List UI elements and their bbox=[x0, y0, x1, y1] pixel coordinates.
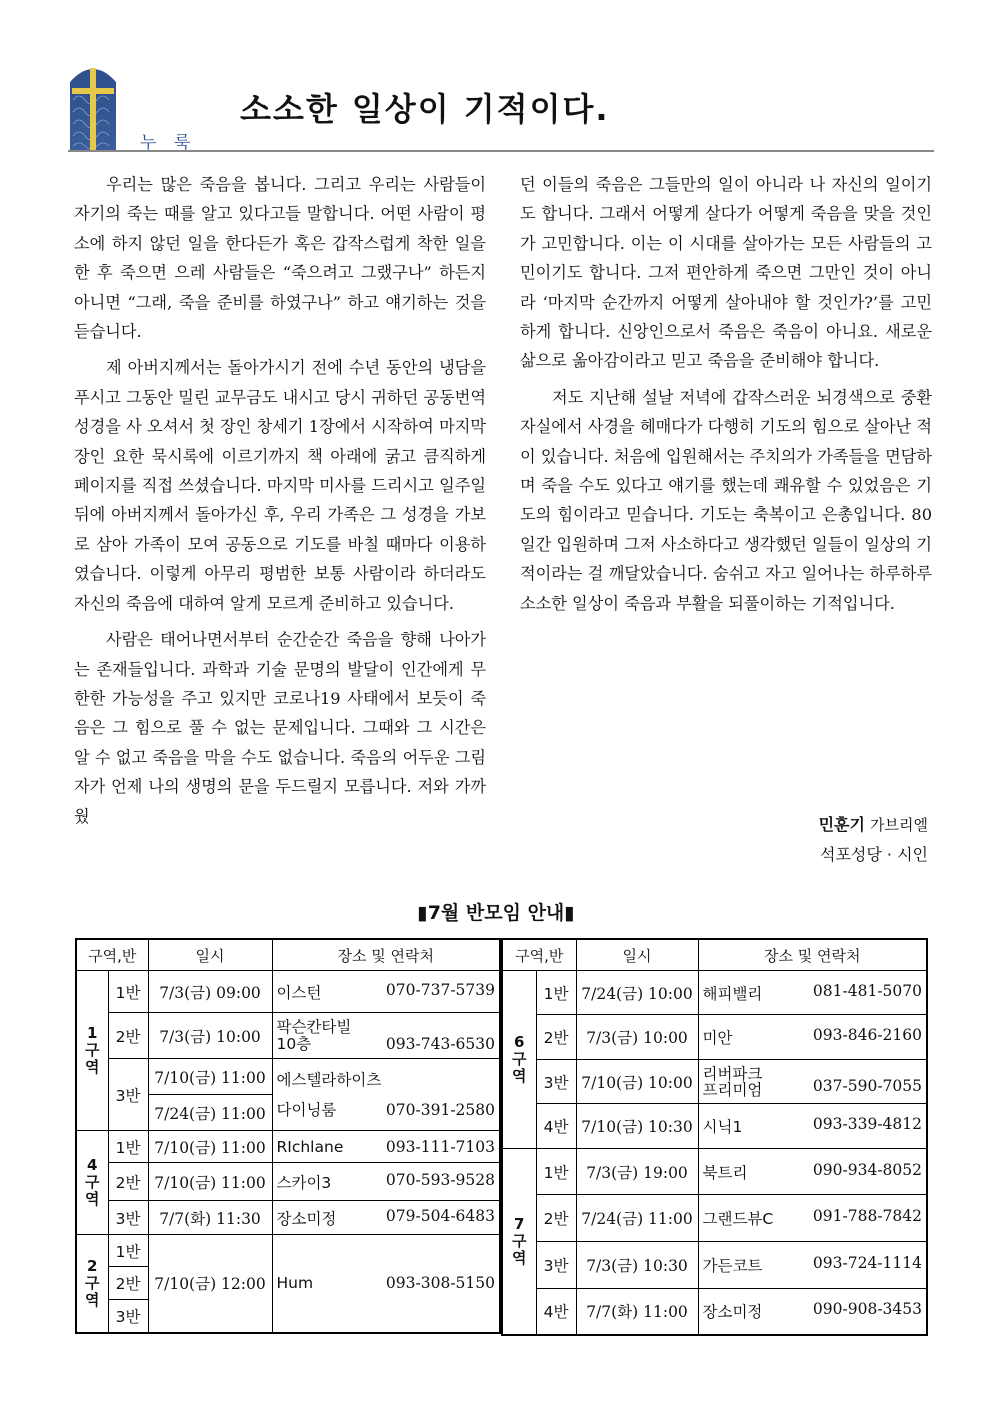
zone-label: 6 구 역 bbox=[502, 971, 536, 1149]
ban-label: 3반 bbox=[108, 1201, 148, 1235]
article-paragraph: 저도 지난해 설날 저녁에 갑작스러운 뇌경색으로 중환자실에서 사경을 헤매다가 다행히 기도의 힘으로 살아난 적이 있습니다. 처음에 입원해서는 주치의가 가족들을 면담하며 죽을 수도 있다고 얘기를 했는데 쾌유할 수 있었음은 기도의 힘이라고 믿습니다. 기도는 축복이고 은총입니다. 80일간 입원하며 그저 사소하다고 생각했던 일들이 일상의 기적이라는 걸 깨달았습니다. 숨쉬고 자고 일어나는 하루하루 소소한 일상이 죽음과 부활을 되풀이하는 기적입니다. bbox=[520, 387, 932, 613]
meeting-date: 7/10(금) 10:30 bbox=[576, 1104, 698, 1149]
author-affiliation: 석포성당 · 시인 bbox=[820, 845, 928, 864]
meeting-date: 7/24(금) 11:00 bbox=[576, 1195, 698, 1242]
phone: 070-737-5739 bbox=[385, 980, 495, 999]
meeting-place: 그랜드뷰C 091-788-7842 bbox=[698, 1195, 927, 1242]
meeting-date: 7/10(금) 10:00 bbox=[576, 1060, 698, 1104]
article-left-column bbox=[74, 170, 486, 831]
meeting-place: Hum 093-308-5150 bbox=[272, 1235, 500, 1333]
phone: 093-339-4812 bbox=[812, 1115, 922, 1133]
ban-label: 2반 bbox=[536, 1195, 576, 1242]
article-right-column bbox=[520, 170, 932, 618]
header-date: 일시 bbox=[148, 939, 272, 971]
meeting-place: 팍슨칸타빌 10층 093-743-6530 bbox=[272, 1013, 500, 1059]
meeting-place: 가든코트 093-724-1114 bbox=[698, 1242, 927, 1289]
meeting-date: 7/3(금) 19:00 bbox=[576, 1149, 698, 1195]
ban-label: 4반 bbox=[536, 1104, 576, 1149]
ban-label: 1반 bbox=[108, 1131, 148, 1163]
meeting-date: 7/24(금) 11:00 bbox=[148, 1095, 272, 1131]
meeting-place: 북트리 090-934-8052 bbox=[698, 1149, 927, 1195]
header-place: 장소 및 연락처 bbox=[698, 939, 927, 971]
ban-label: 3반 bbox=[108, 1300, 148, 1333]
phone: 070-593-9528 bbox=[385, 1170, 495, 1189]
article-paragraph: 우리는 많은 죽음을 봅니다. 그리고 우리는 사람들이 자기의 죽는 때를 알고 있다고들 말합니다. 어떤 사람이 평소에 하지 않던 일을 한다든가 혹은 갑작스럽게 착한 일을 한 후 죽으면 으레 사람들은 “죽으려고 그랬구나” 하든지 아니면 “그래, 죽을 준비를 하였구나” 하고 얘기하는 것을 듣습니다. bbox=[74, 175, 486, 342]
schedule-title: ▮7월 반모임 안내▮ bbox=[417, 902, 575, 924]
phone: 093-846-2160 bbox=[812, 1026, 922, 1044]
meeting-date: 7/3(금) 10:30 bbox=[576, 1242, 698, 1289]
ban-label: 3반 bbox=[536, 1242, 576, 1289]
zone-label: 7 구 역 bbox=[502, 1149, 536, 1335]
zone-label: 4 구 역 bbox=[76, 1131, 108, 1235]
phone: 037-590-7055 bbox=[812, 1076, 922, 1095]
ban-label: 1반 bbox=[108, 1235, 148, 1267]
meeting-date: 7/10(금) 11:00 bbox=[148, 1163, 272, 1201]
phone: 093-743-6530 bbox=[385, 1034, 495, 1053]
schedule-table-right bbox=[501, 938, 928, 1336]
phone: 093-308-5150 bbox=[385, 1274, 495, 1293]
header-zone: 구역,반 bbox=[502, 939, 576, 971]
ban-label: 1반 bbox=[536, 1149, 576, 1195]
meeting-place: 리버파크 프리미엄 037-590-7055 bbox=[698, 1060, 927, 1104]
phone: 091-788-7842 bbox=[812, 1207, 922, 1225]
meeting-place: 이스턴 070-737-5739 bbox=[272, 971, 500, 1013]
meeting-place: 시닉1 093-339-4812 bbox=[698, 1104, 927, 1149]
article-paragraph: 던 이들의 죽음은 그들만의 일이 아니라 나 자신의 일이기도 합니다. 그래서 어떻게 살다가 어떻게 죽음을 맞을 것인가 고민합니다. 이는 이 시대를 살아가는 모든 사람들의 고민이기도 합니다. 그저 편안하게 죽으면 그만인 것이 아니라 ‘마지막 순간까지 어떻게 살아내야 할 것인가?’를 고민하게 합니다. 신앙인으로서 죽음은 죽음이 아니요. 새로운 삶으로 옮아감이라고 믿고 죽음을 준비해야 합니다. bbox=[520, 175, 932, 371]
meeting-place: 스카이3 070-593-9528 bbox=[272, 1163, 500, 1201]
meeting-place: RIchlane 093-111-7103 bbox=[272, 1131, 500, 1163]
section-label: 누 룩 bbox=[140, 133, 197, 153]
header-date: 일시 bbox=[576, 939, 698, 971]
meeting-date: 7/3(금) 10:00 bbox=[576, 1015, 698, 1060]
author-name: 민훈기 bbox=[818, 815, 865, 834]
header-zone: 구역,반 bbox=[76, 939, 148, 971]
article-paragraph: 제 아버지께서는 돌아가시기 전에 수년 동안의 냉담을 푸시고 그동안 밀린 교무금도 내시고 당시 귀하던 공동번역 성경을 사 오셔서 첫 장인 창세기 1장에서 시작하여 마지막 장인 요한 묵시록에 이르기까지 책 아래에 굵고 큼직하게 페이지를 직접 쓰셨습니다. 마지막 미사를 드리시고 일주일 뒤에 아버지께서 돌아가신 후, 우리 가족은 그 성경을 가보로 삼아 가족이 모여 공동으로 기도를 바칠 때마다 이용하였습니다. 이렇게 아무리 평범한 보통 사람이라 하더라도 자신의 죽음에 대하여 알게 모르게 준비하고 있습니다. bbox=[74, 358, 486, 613]
article-paragraph: 사람은 태어나면서부터 순간순간 죽음을 향해 나아가는 존재들입니다. 과학과 기술 문명의 발달이 인간에게 무한한 가능성을 주고 있지만 코로나19 사태에서 보듯이 죽음은 그 힘으로 풀 수 없는 문제입니다. 그때와 그 시간은 알 수 없고 죽음을 막을 수도 없습니다. 죽음의 어두운 그림자가 언제 나의 생명의 문을 두드릴지 모릅니다. 저와 가까웠 bbox=[74, 630, 486, 826]
meeting-date: 7/7(화) 11:00 bbox=[576, 1289, 698, 1335]
meeting-date: 7/3(금) 10:00 bbox=[148, 1013, 272, 1059]
meeting-date: 7/10(금) 11:00 bbox=[148, 1131, 272, 1163]
ban-label: 4반 bbox=[536, 1289, 576, 1335]
phone: 079-504-6483 bbox=[385, 1206, 495, 1225]
ban-label: 2반 bbox=[108, 1163, 148, 1201]
header-place: 장소 및 연락처 bbox=[272, 939, 500, 971]
zone-label: 2 구 역 bbox=[76, 1235, 108, 1333]
ban-label: 2반 bbox=[108, 1013, 148, 1059]
ban-label: 1반 bbox=[108, 971, 148, 1013]
ban-label: 3반 bbox=[108, 1059, 148, 1131]
ban-label: 1반 bbox=[536, 971, 576, 1015]
phone: 090-934-8052 bbox=[812, 1160, 922, 1179]
page-title: 소소한 일상이 기적이다. bbox=[240, 90, 610, 128]
schedule-table-left bbox=[75, 938, 501, 1334]
phone: 090-908-3453 bbox=[812, 1300, 922, 1319]
meeting-place: 장소미정 079-504-6483 bbox=[272, 1201, 500, 1235]
phone: 081-481-5070 bbox=[812, 981, 922, 1000]
meeting-place: 장소미정 090-908-3453 bbox=[698, 1289, 927, 1335]
ban-label: 3반 bbox=[536, 1060, 576, 1104]
zone-label: 1 구 역 bbox=[76, 971, 108, 1131]
meeting-date: 7/10(금) 11:00 bbox=[148, 1059, 272, 1095]
meeting-date: 7/10(금) 12:00 bbox=[148, 1235, 272, 1333]
phone: 093-724-1114 bbox=[812, 1254, 922, 1272]
header-divider bbox=[68, 150, 934, 152]
meeting-place: 미안 093-846-2160 bbox=[698, 1015, 927, 1060]
ban-label: 2반 bbox=[108, 1267, 148, 1300]
meeting-date: 7/3(금) 09:00 bbox=[148, 971, 272, 1013]
author-block bbox=[819, 810, 928, 870]
ban-label: 2반 bbox=[536, 1015, 576, 1060]
meeting-date: 7/7(화) 11:30 bbox=[148, 1201, 272, 1235]
phone: 070-391-2580 bbox=[385, 1100, 495, 1119]
meeting-place: 해피밸리 081-481-5070 bbox=[698, 971, 927, 1015]
meeting-place: 에스텔라하이츠 다이닝룸 070-391-2580 bbox=[272, 1059, 500, 1131]
meeting-date: 7/24(금) 10:00 bbox=[576, 971, 698, 1015]
cross-logo-icon bbox=[70, 62, 116, 150]
author-baptismal-name: 가브리엘 bbox=[870, 816, 928, 834]
phone: 093-111-7103 bbox=[385, 1137, 495, 1156]
